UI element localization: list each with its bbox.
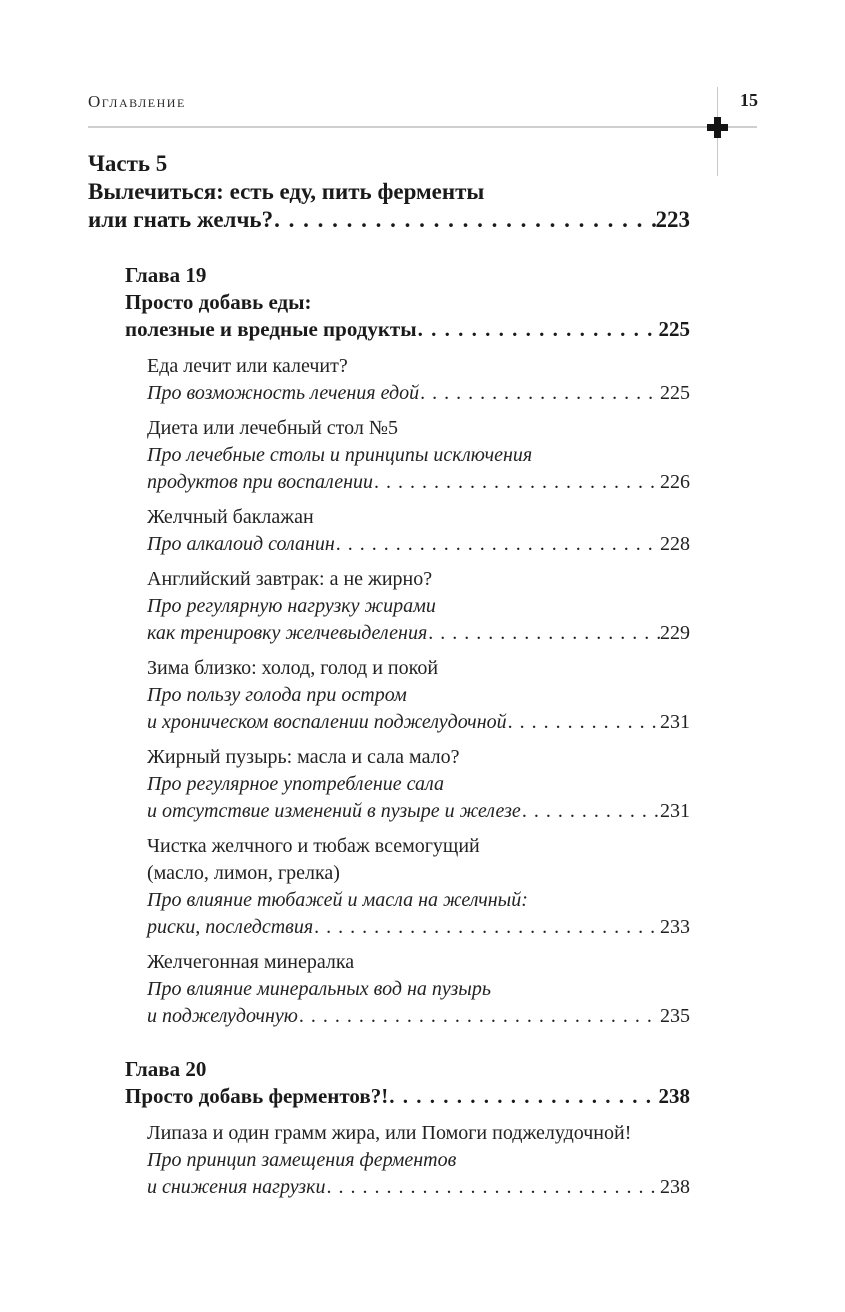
dot-leader [326,1174,660,1201]
toc-entry [147,655,690,736]
entry-title: Зима близко: холод, голод и покой [147,657,439,679]
entry-title-line-2: (масло, лимон, грелка) [147,862,340,884]
chapter-heading [125,1056,690,1110]
dot-leader [389,1083,658,1110]
page-number: 15 [740,90,758,110]
page-ref: 225 [660,382,690,404]
dot-leader [508,709,660,736]
entry-leader-line [147,709,690,736]
toc-entry [147,1120,690,1201]
header-rule [88,126,757,128]
toc-content [88,150,690,1201]
entry-subtitle: риски, последствия [147,916,314,938]
entry-leader-line [147,531,690,558]
entry-subtitle: и снижения нагрузки [147,1176,326,1198]
part-label: Часть 5 [88,151,168,176]
entry-subtitle: и хроническом воспалении поджелудочной [147,711,507,733]
running-title: Оглавление [88,92,186,111]
dot-leader [374,469,660,496]
entry-subtitle: Про регулярную нагрузку жирами [147,595,436,617]
toc-entry [147,566,690,647]
entry-title: Липаза и один грамм жира, или Помоги поджелудочной! [147,1122,632,1144]
page-ref: 238 [660,1176,690,1198]
entry-leader-line [147,380,690,407]
page-ref: 238 [658,1084,690,1108]
page-ref: 233 [660,916,690,938]
chapter-label: Глава 20 [125,1057,207,1081]
dot-leader [428,620,660,647]
entry-title: Желчегонная минералка [147,951,355,973]
entry-subtitle: продуктов при воспалении [147,471,373,493]
chapter-leader-line [125,316,690,343]
page-ref: 231 [660,800,690,822]
toc-entry [147,415,690,496]
toc-chapter-20 [88,1056,690,1201]
page-ref: 229 [660,622,690,644]
part-leader-line [88,206,690,234]
dot-leader [418,316,659,343]
toc-chapter-19 [88,262,690,1030]
entry-title: Жирный пузырь: масла и сала мало? [147,746,460,768]
entry-subtitle: Про влияние минеральных вод на пузырь [147,978,491,1000]
entry-subtitle: Про пользу голода при остром [147,684,407,706]
entry-leader-line [147,798,690,825]
chapter-last-line: Просто добавь ферментов?! [125,1084,389,1108]
entry-title: Еда лечит или калечит? [147,355,348,377]
entry-subtitle: Про регулярное употребление сала [147,773,444,795]
entry-subtitle: как тренировку желчевыделения [147,622,428,644]
page-ref: 223 [655,207,690,232]
entry-title: Диета или лечебный стол №5 [147,417,398,439]
entry-title: Английский завтрак: а не жирно? [147,568,433,590]
dot-leader [274,206,655,234]
chapter-label: Глава 19 [125,263,207,287]
entry-subtitle: Про возможность лечения едой [147,382,420,404]
entry-subtitle: Про влияние тюбажей и масла на желчный: [147,889,528,911]
dot-leader [314,914,660,941]
entry-subtitle: и поджелудочную [147,1005,298,1027]
toc-entry [147,833,690,941]
chapter-leader-line [125,1083,690,1110]
entry-leader-line [147,620,690,647]
page-ref: 228 [660,533,690,555]
toc-entry [147,744,690,825]
dot-leader [299,1003,660,1030]
entry-leader-line [147,1003,690,1030]
entry-subtitle: Про принцип замещения ферментов [147,1149,457,1171]
entry-leader-line [147,914,690,941]
page-ref: 226 [660,471,690,493]
toc-entry [147,949,690,1030]
entry-subtitle: Про лечебные столы и принципы исключения [147,444,533,466]
part-last-line: или гнать желчь? [88,207,274,232]
dot-leader [522,798,660,825]
entry-subtitle: Про алкалоид соланин [147,533,335,555]
page-ref: 231 [660,711,690,733]
part-title-line: Вылечиться: есть еду, пить ферменты [88,179,485,204]
entry-leader-line [147,469,690,496]
page-ref: 235 [660,1005,690,1027]
entry-leader-line [147,1174,690,1201]
chapter-heading [125,262,690,343]
dot-leader [420,380,660,407]
chapter-title-line: Просто добавь еды: [125,290,312,314]
dot-leader [336,531,660,558]
toc-entry [147,353,690,407]
entry-title: Чистка желчного и тюбаж всемогущий [147,835,480,857]
toc-part [88,150,690,234]
chapter-last-line: полезные и вредные продукты [125,317,417,341]
registration-mark-icon [707,117,728,138]
toc-entry [147,504,690,558]
page-ref: 225 [658,317,690,341]
entry-subtitle: и отсутствие изменений в пузыре и железе [147,800,521,822]
entry-title: Желчный баклажан [147,506,314,528]
